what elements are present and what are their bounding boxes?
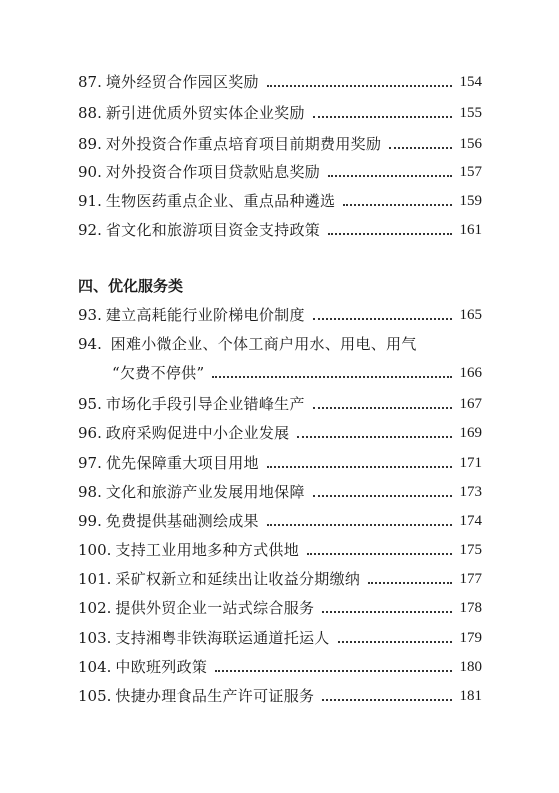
- toc-entry[interactable]: [78, 538, 482, 562]
- entry-number: 93.: [78, 306, 102, 324]
- toc-entry[interactable]: [78, 160, 482, 184]
- dot-leader: [307, 552, 451, 555]
- toc-entry-continuation[interactable]: [112, 361, 482, 385]
- entry-page-number: 169: [459, 425, 482, 441]
- entry-page-number: 175: [459, 542, 482, 558]
- entry-title: 快捷办理食品生产许可证服务: [115, 687, 315, 705]
- entry-number: 92.: [78, 221, 102, 239]
- dot-leader: [328, 174, 451, 177]
- section-heading: 四、优化服务类: [78, 277, 184, 295]
- entry-title: 采矿权新立和延续出让收益分期缴纳: [115, 570, 361, 588]
- entry-number: 101.: [78, 570, 112, 588]
- entry-page-number: 180: [459, 659, 482, 675]
- toc-entry[interactable]: [78, 480, 482, 504]
- dot-leader: [338, 640, 452, 643]
- dot-leader: [215, 669, 451, 672]
- toc-entry[interactable]: [78, 567, 482, 591]
- entry-title: 优先保障重大项目用地: [105, 454, 259, 472]
- toc-entry[interactable]: [78, 655, 482, 679]
- dot-leader: [212, 375, 451, 378]
- entry-number: 103.: [78, 629, 112, 647]
- entry-page-number: 178: [459, 600, 482, 616]
- entry-title: 免费提供基础测绘成果: [105, 512, 259, 530]
- entry-number: 100.: [78, 541, 112, 559]
- entry-title: 省文化和旅游项目资金支持政策: [105, 221, 321, 239]
- entry-page-number: 165: [459, 307, 482, 323]
- entry-number: 99.: [78, 512, 102, 530]
- toc-entry[interactable]: [78, 626, 482, 650]
- entry-number: 98.: [78, 483, 102, 501]
- entry-page-number: 166: [459, 365, 482, 381]
- toc-entry[interactable]: [78, 684, 482, 708]
- entry-number: 97.: [78, 454, 102, 472]
- entry-title: 困难小微企业、个体工商户用水、用电、用气: [110, 335, 417, 353]
- dot-leader: [322, 610, 451, 613]
- entry-title-continued: “欠费不停供”: [112, 364, 205, 382]
- entry-number: 95.: [78, 395, 102, 413]
- entry-page-number: 156: [459, 136, 482, 152]
- entry-title: 政府采购促进中小企业发展: [105, 424, 290, 442]
- dot-leader: [267, 84, 452, 87]
- toc-entry[interactable]: [78, 101, 482, 125]
- entry-title: 建立高耗能行业阶梯电价制度: [105, 306, 305, 324]
- entry-title: 中欧班列政策: [115, 658, 208, 676]
- dot-leader: [328, 232, 451, 235]
- entry-page-number: 157: [459, 164, 482, 180]
- entry-page-number: 167: [459, 396, 482, 412]
- entry-number: 94.: [78, 335, 102, 353]
- entry-page-number: 154: [459, 74, 482, 90]
- entry-page-number: 159: [459, 193, 482, 209]
- entry-number: 105.: [78, 687, 112, 705]
- toc-entry[interactable]: [78, 596, 482, 620]
- dot-leader: [368, 581, 451, 584]
- entry-title: 新引进优质外贸实体企业奖励: [105, 104, 305, 122]
- entry-title: 生物医药重点企业、重点品种遴选: [105, 192, 336, 210]
- dot-leader: [313, 494, 452, 497]
- toc-entry[interactable]: [78, 451, 482, 475]
- entry-page-number: 179: [459, 630, 482, 646]
- entry-title: 境外经贸合作园区奖励: [105, 73, 259, 91]
- toc-entry-first-line[interactable]: [78, 332, 482, 356]
- toc-entry[interactable]: [78, 421, 482, 445]
- entry-number: 90.: [78, 163, 102, 181]
- entry-number: 89.: [78, 135, 102, 153]
- entry-page-number: 155: [459, 105, 482, 121]
- entry-title: 市场化手段引导企业错峰生产: [105, 395, 305, 413]
- toc-entry[interactable]: [78, 218, 482, 242]
- toc-entry[interactable]: [78, 509, 482, 533]
- toc-entry[interactable]: [78, 392, 482, 416]
- entry-title: 提供外贸企业一站式综合服务: [115, 599, 315, 617]
- entry-number: 104.: [78, 658, 112, 676]
- entry-page-number: 171: [459, 455, 482, 471]
- entry-title: 文化和旅游产业发展用地保障: [105, 483, 305, 501]
- entry-page-number: 174: [459, 513, 482, 529]
- dot-leader: [297, 435, 451, 438]
- dot-leader: [267, 523, 452, 526]
- entry-title: 支持工业用地多种方式供地: [115, 541, 300, 559]
- dot-leader: [322, 698, 451, 701]
- dot-leader: [313, 115, 452, 118]
- entry-title: 支持湘粤非铁海联运通道托运人: [115, 629, 330, 647]
- entry-number: 87.: [78, 73, 102, 91]
- dot-leader: [313, 317, 452, 320]
- entry-page-number: 181: [459, 688, 482, 704]
- entry-number: 102.: [78, 599, 112, 617]
- entry-page-number: 161: [459, 222, 482, 238]
- toc-entry[interactable]: [78, 70, 482, 94]
- toc-entry[interactable]: [78, 189, 482, 213]
- dot-leader: [313, 406, 452, 409]
- entry-page-number: 173: [459, 484, 482, 500]
- dot-leader: [389, 146, 451, 149]
- entry-page-number: 177: [459, 571, 482, 587]
- toc-entry[interactable]: [78, 303, 482, 327]
- dot-leader: [267, 465, 452, 468]
- entry-title: 对外投资合作项目贷款贴息奖励: [105, 163, 321, 181]
- entry-number: 88.: [78, 104, 102, 122]
- entry-number: 91.: [78, 192, 102, 210]
- toc-entry[interactable]: [78, 132, 482, 156]
- entry-number: 96.: [78, 424, 102, 442]
- dot-leader: [343, 203, 451, 206]
- entry-title: 对外投资合作重点培育项目前期费用奖励: [105, 135, 382, 153]
